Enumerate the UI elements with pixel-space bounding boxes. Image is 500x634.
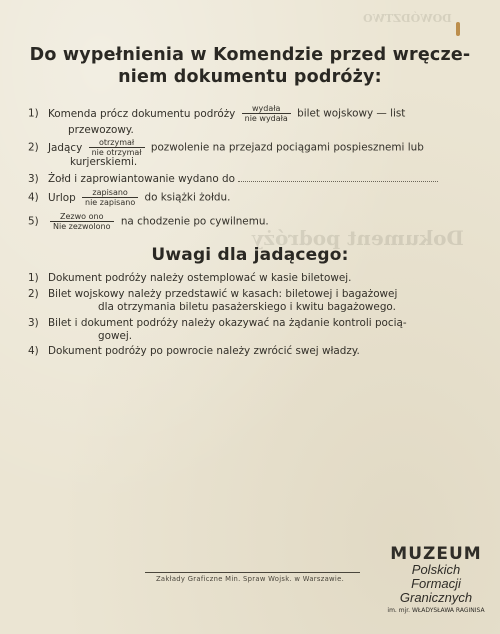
fraction-zapisano: $\frac{\text{zapisano}}{\text{nie zapisano}}$ — [82, 188, 138, 207]
form-item-3: 3) Żołd i zaprowiantowanie wydano do — [28, 173, 438, 185]
form-item-2: 2) Jadący $\frac{\text{otrzymał}}{\text{nie otrzymał}}$ pozwolenie na przejazd pociągami pospiesznemi lub — [28, 138, 424, 157]
note-3-cont: gowej. — [98, 330, 133, 342]
note-2-cont: dla otrzymania biletu pasażerskiego i kwitu bagażowego. — [98, 301, 396, 313]
note-3: 3) Bilet i dokument podróży należy okazywać na żądanie kontroli pocią- — [28, 317, 407, 329]
note-2: 2) Bilet wojskowy należy przedstawić w kasach: biletowej i bagażowej — [28, 288, 398, 300]
bleed-through-title: Dokument podróży — [252, 226, 464, 250]
form-item-2-cont: kurjerskiemi. — [70, 156, 138, 168]
form-item-5: 5) $\frac{\text{Zezwo ono}}{\text{Nie zezwolono}}$ na chodzenie po cywilnemu. — [28, 212, 269, 231]
form-item-1: 1) Komenda prócz dokumentu podróży $\frac{\text{wydała}}{\text{nie wydała}}$ bilet wojskowy — list — [28, 104, 406, 123]
fraction-otrzymal: $\frac{\text{otrzymał}}{\text{nie otrzymał}}$ — [89, 138, 145, 157]
note-4: 4) Dokument podróży po powrocie należy zwrócić swej władzy. — [28, 345, 360, 357]
fraction-wydala: $\frac{\text{wydała}}{\text{nie wydała}}$ — [242, 104, 291, 123]
fraction-zezwolono: $\frac{\text{Zezwo ono}}{\text{Nie zezwolono}}$ — [50, 212, 114, 231]
footer-rule — [145, 572, 360, 573]
rust-stain — [456, 22, 460, 36]
printer-imprint: Zakłady Graficzne Min. Spraw Wojsk. w Warszawie. — [155, 575, 345, 583]
notes-title: Uwagi dla jadącego: — [151, 245, 349, 265]
form-item-1-cont: przewozowy. — [68, 124, 134, 136]
note-1: 1) Dokument podróży należy ostemplować w kasie biletowej. — [28, 272, 352, 284]
bleed-through-stamp: DOWÓDZTWO — [363, 12, 452, 25]
form-item-4: 4) Urlop $\frac{\text{zapisano}}{\text{nie zapisano}}$ do książki żołdu. — [28, 188, 231, 207]
museum-logo: MUZEUM Polskich Formacji Granicznych im. mjr. WŁADYSŁAWA RAGINISA — [387, 544, 485, 614]
fill-in-line — [238, 173, 438, 182]
form-title: Do wypełnienia w Komendzie przed wręcze- niem dokumentu podróży: — [29, 45, 471, 87]
